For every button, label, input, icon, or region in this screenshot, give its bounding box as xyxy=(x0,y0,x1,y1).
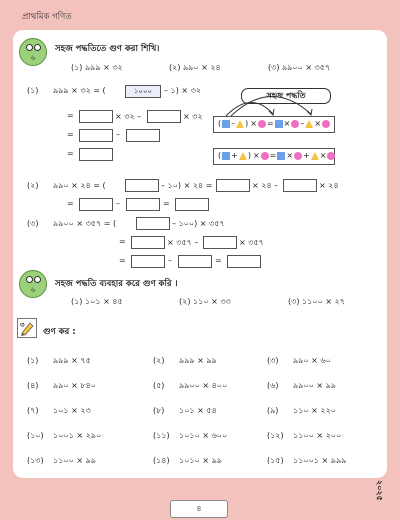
section2-title: সহজ পদ্ধতি ব্যবহার করে গুণ করি । xyxy=(55,279,178,289)
exercise-expression: ৯৯৯ × ৯৯ xyxy=(179,356,217,365)
exercise-expression: ১০০১ × ২৯০ xyxy=(53,431,102,440)
answer-box[interactable] xyxy=(175,198,209,211)
answer-box[interactable] xyxy=(136,217,170,230)
edition-year: ২০২৫ xyxy=(375,480,384,501)
curved-arrows-icon xyxy=(211,92,321,118)
answer-box[interactable] xyxy=(126,129,160,142)
exercise-expression: ৯৯০০ × ৪০০ xyxy=(179,381,228,390)
answer-box[interactable] xyxy=(147,110,181,123)
exercise-number: (১৩) xyxy=(27,456,44,465)
square-icon xyxy=(222,120,230,128)
exercise-expression: ১১০০১ × ৯৯৯ xyxy=(293,456,347,465)
circle-icon xyxy=(258,120,266,128)
exercise-number: (৫) xyxy=(153,381,165,390)
exercise-expression: ৯৯০ × ৬০ xyxy=(293,356,331,365)
intro-item-2: (২) ৯৯০ × ২৪ xyxy=(169,63,221,72)
lesson-badge-2: ৬ xyxy=(19,270,47,298)
page-header xyxy=(0,0,400,30)
answer-box[interactable] xyxy=(131,255,165,268)
exercise-number: (১৪) xyxy=(153,456,170,465)
exercise-expression: ১০১ × ৫৪ xyxy=(179,406,217,415)
answer-box[interactable] xyxy=(283,179,317,192)
exercise-expression: ১১০০ × ২০০ xyxy=(293,431,342,440)
problem2-number: (২) xyxy=(27,181,39,190)
exercise-number: (৬) xyxy=(267,381,279,390)
exercise-expression: ১১০ × ২২০ xyxy=(293,406,336,415)
badge-eyes-icon xyxy=(26,44,40,50)
triangle-icon xyxy=(236,120,244,128)
exercise-number: (৪) xyxy=(27,381,39,390)
exercise-expression: ১০১০ × ৯৯ xyxy=(179,456,222,465)
exercise-number: (৩) xyxy=(267,356,279,365)
exercise-expression: ৯৯৯ × ৭৫ xyxy=(53,356,91,365)
easy-method-label: সহজ পদ্ধতি xyxy=(241,88,331,104)
section1-title: সহজ পদ্ধতিতে গুণ করা শিখি। xyxy=(55,44,160,54)
page-number: ৪ xyxy=(170,500,228,518)
section3-title: গুণ কর : xyxy=(43,327,76,337)
exercise-expression: ১১০০ × ৯৯ xyxy=(53,456,96,465)
practice-item-2: (২) ১১০ × ৩৩ xyxy=(179,297,231,306)
problem3-number: (৩) xyxy=(27,219,39,228)
pencil-icon: ৩ xyxy=(17,318,37,338)
answer-box[interactable] xyxy=(227,255,261,268)
badge-eyes-icon xyxy=(26,276,40,282)
answer-box[interactable] xyxy=(79,148,113,161)
intro-item-3: (৩) ৯৯০০ × ৩৫৭ xyxy=(268,63,331,72)
problem1-filled-box: ১০০০ xyxy=(125,85,161,98)
answer-box[interactable] xyxy=(79,110,113,123)
exercise-number: (১৫) xyxy=(267,456,284,465)
exercise-number: (১) xyxy=(27,356,39,365)
answer-box[interactable] xyxy=(178,255,212,268)
exercise-number: (১০) xyxy=(27,431,44,440)
exercise-number: (৭) xyxy=(27,406,39,415)
problem1-line1-post: – ১) × ৩২ xyxy=(164,86,202,95)
answer-box[interactable] xyxy=(203,236,237,249)
intro-item-1: (১) ৯৯৯ × ৩২ xyxy=(71,63,123,72)
exercise-number: (৮) xyxy=(153,406,165,415)
exercise-number: (১১) xyxy=(153,431,170,440)
answer-box[interactable] xyxy=(216,179,250,192)
exercise-expression: ৯৯০ × ৮৪০ xyxy=(53,381,96,390)
book-title: প্রাথমিক গণিত xyxy=(22,12,72,22)
exercise-number: (৯) xyxy=(267,406,279,415)
problem1-number: (১) xyxy=(27,86,39,95)
exercise-expression: ১০১ × ২৩ xyxy=(53,406,91,415)
formula-subtract: ( – ) × = × – × xyxy=(213,116,335,133)
exercise-expression: ৯৯০০ × ৯৯ xyxy=(293,381,336,390)
practice-item-1: (১) ১০১ × ৪৫ xyxy=(71,297,123,306)
exercise-number: (২) xyxy=(153,356,165,365)
answer-box[interactable] xyxy=(131,236,165,249)
practice-item-3: (৩) ১১০০ × ২৭ xyxy=(288,297,345,306)
exercise-expression: ১০১০ × ৬০০ xyxy=(179,431,228,440)
answer-box[interactable] xyxy=(79,129,113,142)
worksheet-page: ৬ সহজ পদ্ধতিতে গুণ করা শিখি। (১) ৯৯৯ × ৩২ (২) ৯৯০ × ২৪ (৩) ৯৯০০ × ৩৫৭ (১) ৯৯৯ × ৩২ = ( ১০০০ – ১) × ৩২ = × ৩২ – × ৩২ = – = সহজ পদ্ধতি ( – ) × = × – × ( + ) × = × + × (২) ৯৯০ × ২৪ = ( – ১০) × ২৪ = × ২৪ – × ২৪ = – = (৩) ৯৯০০ × ৩৫৭ = ( – ১০০) × ৩৫৭ = × ৩৫৭ – × ৩৫৭ = – = ৬ সহজ পদ্ধতি ব্যবহার করে গুণ করি । (১) ১০১ × ৪৫ (২) ১১০ × ৩৩ (৩) ১১০০ × ২৭ ৩ গুণ কর : (১) ৯৯৯ × ৭৫ (২) ৯৯৯ × ৯৯ (৩) ৯৯০ × ৬০ (৪) ৯৯০ × ৮৪০ (৫) ৯৯০০ × ৪০০ (৬) ৯৯০০ × ৯৯ (৭) ১০১ × ২৩ (৮) ১০১ × ৫৪ (৯) ১১০ × ২২০ (১০) ১০০১ × ২৯০ (১১) ১০১০ × ৬০০ (১২) ১১০০ × ২০০ (১৩) ১১০০ × ৯৯ (১৪) ১০১০ × ৯৯ (১৫) ১১০০১ × ৯৯৯ ২০২৫ xyxy=(13,30,387,478)
lesson-badge-1: ৬ xyxy=(19,38,47,66)
formula-add: ( + ) × = × + × xyxy=(213,148,335,165)
answer-box[interactable] xyxy=(79,198,113,211)
answer-box[interactable] xyxy=(125,179,159,192)
answer-box[interactable] xyxy=(126,198,160,211)
exercise-number: (১২) xyxy=(267,431,284,440)
problem1-line1-pre: ৯৯৯ × ৩২ = ( xyxy=(53,86,106,95)
